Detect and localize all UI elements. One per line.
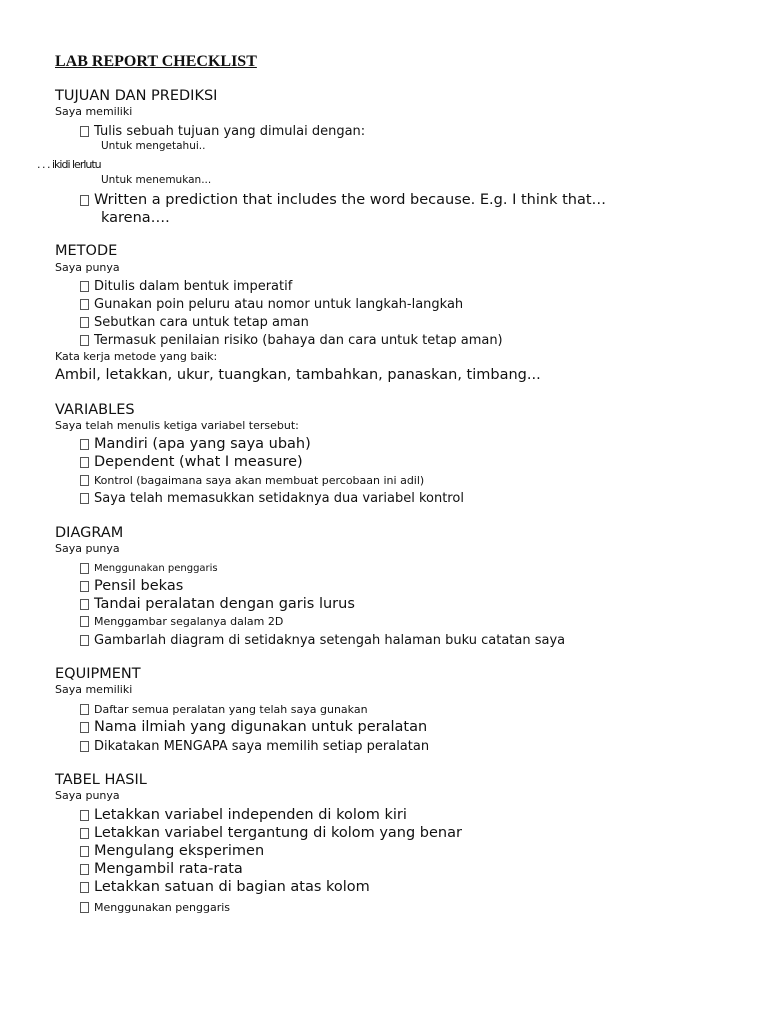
checklist-item[interactable]: Mandiri (apa yang saya ubah): [80, 436, 311, 452]
checkbox-icon[interactable]: [80, 616, 89, 627]
checkbox-icon[interactable]: [80, 902, 89, 913]
checklist-item[interactable]: Pensil bekas: [80, 578, 183, 594]
checklist-item[interactable]: Ditulis dalam bentuk imperatif: [80, 279, 292, 294]
checkbox-icon[interactable]: [80, 722, 89, 733]
checklist-item[interactable]: Menggunakan penggaris: [80, 563, 218, 574]
section-intro-tujuan: Saya memiliki: [55, 105, 133, 118]
checklist-item[interactable]: Letakkan satuan di bagian atas kolom: [80, 879, 370, 895]
checklist-item[interactable]: Sebutkan cara untuk tetap aman: [80, 315, 309, 330]
checklist-item[interactable]: Dependent (what I measure): [80, 454, 303, 470]
section-heading-diagram: DIAGRAM: [55, 525, 124, 541]
checkbox-icon[interactable]: [80, 281, 89, 292]
checkbox-icon[interactable]: [80, 864, 89, 875]
section-intro-equipment: Saya memiliki: [55, 683, 133, 696]
checkbox-icon[interactable]: [80, 882, 89, 893]
checkbox-icon[interactable]: [80, 741, 89, 752]
verbs-label: Kata kerja metode yang baik:: [55, 350, 218, 363]
checklist-item[interactable]: Kontrol (bagaimana saya akan membuat percobaan ini adil): [80, 474, 424, 487]
section-intro-variables: Saya telah menulis ketiga variabel tersebut:: [55, 419, 299, 432]
checkbox-icon[interactable]: [80, 563, 89, 574]
checkbox-icon[interactable]: [80, 195, 89, 206]
checklist-item[interactable]: Tandai peralatan dengan garis lurus: [80, 596, 355, 612]
checkbox-icon[interactable]: [80, 635, 89, 646]
checkbox-icon[interactable]: [80, 457, 89, 468]
hint-text: Untuk mengetahui..: [101, 140, 206, 152]
method-verbs: Ambil, letakkan, ukur, tuangkan, tambahkan, panaskan, timbang...: [55, 367, 541, 383]
checklist-item[interactable]: Termasuk penilaian risiko (bahaya dan cara untuk tetap aman): [80, 333, 503, 348]
overlapping-text: . . . ikidi lerlutu: [37, 158, 101, 171]
section-heading-tabel: TABEL HASIL: [55, 772, 147, 788]
page-title: LAB REPORT CHECKLIST: [55, 53, 257, 70]
hint-text: Untuk menemukan...: [101, 174, 212, 186]
checklist-item[interactable]: Menggunakan penggaris: [80, 901, 230, 914]
checklist-item[interactable]: Mengulang eksperimen: [80, 843, 264, 859]
section-heading-tujuan: TUJUAN DAN PREDIKSI: [55, 88, 218, 104]
section-intro-metode: Saya punya: [55, 261, 120, 274]
checkbox-icon[interactable]: [80, 846, 89, 857]
checklist-item[interactable]: Gambarlah diagram di setidaknya setengah halaman buku catatan saya: [80, 633, 565, 648]
checkbox-icon[interactable]: [80, 828, 89, 839]
checklist-item[interactable]: Letakkan variabel independen di kolom kiri: [80, 807, 407, 823]
checklist-item[interactable]: Written a prediction that includes the word because. E.g. I think that…: [80, 192, 606, 208]
checkbox-icon[interactable]: [80, 599, 89, 610]
checkbox-icon[interactable]: [80, 704, 89, 715]
checkbox-icon[interactable]: [80, 317, 89, 328]
checklist-item[interactable]: Tulis sebuah tujuan yang dimulai dengan:: [80, 124, 365, 139]
checklist-item-continuation: karena….: [101, 210, 170, 226]
checkbox-icon[interactable]: [80, 299, 89, 310]
checklist-item[interactable]: Letakkan variabel tergantung di kolom yang benar: [80, 825, 462, 841]
checkbox-icon[interactable]: [80, 335, 89, 346]
section-intro-tabel: Saya punya: [55, 789, 120, 802]
section-intro-diagram: Saya punya: [55, 542, 120, 555]
checklist-item[interactable]: Mengambil rata-rata: [80, 861, 243, 877]
checklist-item[interactable]: Saya telah memasukkan setidaknya dua variabel kontrol: [80, 491, 464, 506]
checklist-item[interactable]: Menggambar segalanya dalam 2D: [80, 615, 283, 628]
section-heading-metode: METODE: [55, 243, 118, 259]
checklist-item[interactable]: Gunakan poin peluru atau nomor untuk langkah-langkah: [80, 297, 463, 312]
checkbox-icon[interactable]: [80, 126, 89, 137]
checklist-item[interactable]: Dikatakan MENGAPA saya memilih setiap peralatan: [80, 739, 429, 754]
checklist-item[interactable]: Nama ilmiah yang digunakan untuk peralatan: [80, 719, 427, 735]
checkbox-icon[interactable]: [80, 475, 89, 486]
checkbox-icon[interactable]: [80, 493, 89, 504]
section-heading-equipment: EQUIPMENT: [55, 666, 141, 682]
checklist-item[interactable]: Daftar semua peralatan yang telah saya gunakan: [80, 703, 368, 716]
checkbox-icon[interactable]: [80, 581, 89, 592]
checkbox-icon[interactable]: [80, 810, 89, 821]
checkbox-icon[interactable]: [80, 439, 89, 450]
section-heading-variables: VARIABLES: [55, 402, 135, 418]
